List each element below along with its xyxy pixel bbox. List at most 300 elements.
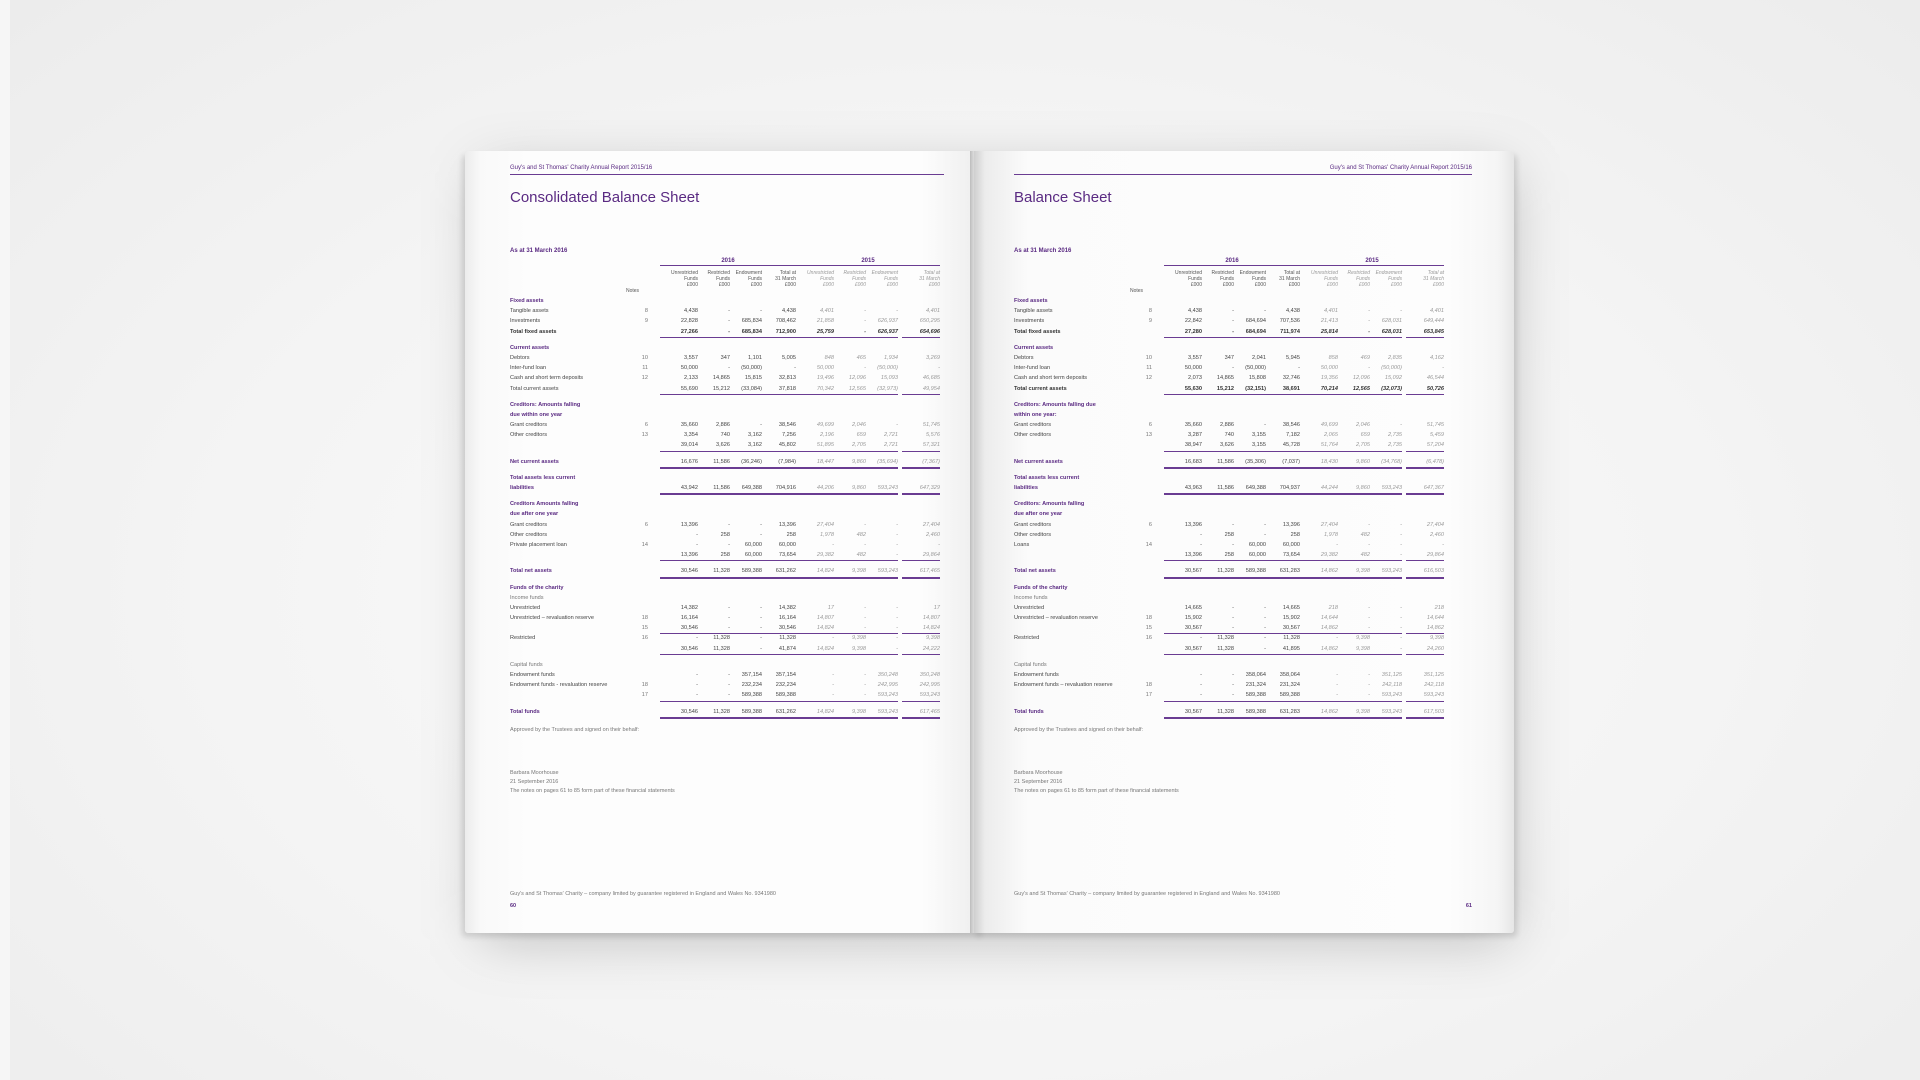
row-label: Cash and short term deposits xyxy=(510,375,584,382)
value-cell-2015: - xyxy=(1368,318,1370,325)
value-cell-2016: - xyxy=(1232,682,1234,689)
value-cell-2016: (7,037) xyxy=(1262,457,1300,469)
row-label: Income funds xyxy=(510,594,544,601)
scene-background xyxy=(10,0,1920,1080)
table-row xyxy=(510,680,944,690)
value-cell-2016: 631,262 xyxy=(758,707,796,719)
row-label: Unrestricted xyxy=(510,604,541,611)
value-cell-2015: 15,093 xyxy=(880,375,898,382)
value-cell-2016: 589,388 xyxy=(1228,690,1266,701)
note-ref: 15 xyxy=(641,625,648,632)
value-cell-2016: - xyxy=(1264,615,1266,622)
row-label: Funds of the charity xyxy=(510,584,564,591)
value-cell-2015: 2,735 xyxy=(1364,440,1402,451)
row-label: Current assets xyxy=(510,344,550,351)
value-cell-2016: (50,000) xyxy=(1245,365,1266,372)
value-cell-2015: 9,398 xyxy=(1430,635,1444,642)
value-cell-2015: - xyxy=(832,635,834,642)
table-row xyxy=(510,603,944,613)
row-label: Total fixed assets xyxy=(510,328,557,335)
column-header: Unrestricted Funds £000 xyxy=(671,270,698,288)
year-current: 2016 xyxy=(1164,258,1300,266)
value-cell-2016: 11,328 xyxy=(1217,635,1234,642)
value-cell-2016: 740 xyxy=(720,432,730,439)
table-row xyxy=(1014,520,1472,530)
value-cell-2016: 685,834 xyxy=(741,318,762,325)
value-cell-2016: 684,694 xyxy=(1228,327,1266,338)
row-label: Total assets less current xyxy=(510,474,576,481)
value-cell-2015: 9,860 xyxy=(1332,483,1370,495)
value-cell-2015: - xyxy=(896,541,898,548)
value-cell-2016: - xyxy=(760,521,762,528)
value-cell-2016: 14,665 xyxy=(1184,604,1202,611)
value-cell-2015: 19,356 xyxy=(1320,375,1338,382)
value-cell-2015: 19,496 xyxy=(816,375,834,382)
value-cell-2015: 12,096 xyxy=(848,375,866,382)
table-row xyxy=(1014,566,1472,576)
value-cell-2015: - xyxy=(1368,682,1370,689)
note-ref: 6 xyxy=(1148,422,1152,429)
value-cell-2016: 30,546 xyxy=(660,644,698,655)
value-cell-2015: 2,835 xyxy=(1388,354,1402,361)
value-cell-2015: 593,243 xyxy=(860,566,898,578)
note-ref: 17 xyxy=(1145,692,1152,699)
value-cell-2015: 617,465 xyxy=(902,707,940,719)
value-cell-2015: 14,807 xyxy=(922,615,940,622)
value-cell-2016: 631,283 xyxy=(1262,566,1300,578)
note-ref: 13 xyxy=(1145,432,1152,439)
value-cell-2015: 218 xyxy=(1328,604,1338,611)
table-row xyxy=(1014,509,1472,519)
value-cell-2016: - xyxy=(1264,521,1266,528)
value-cell-2016: 14,382 xyxy=(680,604,698,611)
row-label: liabilities xyxy=(1014,485,1038,491)
value-cell-2016: 589,388 xyxy=(724,690,762,701)
value-cell-2015: - xyxy=(828,690,866,701)
value-cell-2016: 3,162 xyxy=(748,432,762,439)
value-cell-2016: 16,164 xyxy=(778,615,796,622)
value-cell-2016: 649,388 xyxy=(724,483,762,495)
value-cell-2015: 46,544 xyxy=(1426,375,1444,382)
value-cell-2016: 14,865 xyxy=(712,375,730,382)
value-cell-2015: 350,248 xyxy=(877,672,898,678)
value-cell-2016: 30,546 xyxy=(660,623,698,634)
value-cell-2016: - xyxy=(1228,644,1266,655)
value-cell-2016: 15,212 xyxy=(692,384,730,395)
value-cell-2015: 12,565 xyxy=(1332,384,1370,395)
value-cell-2016: 7,182 xyxy=(1286,432,1300,439)
row-label: Unrestricted xyxy=(1014,604,1045,611)
column-header: Restricted Funds £000 xyxy=(1211,270,1234,288)
table-row xyxy=(510,520,944,530)
table-row xyxy=(1014,613,1472,623)
value-cell-2016: 258 xyxy=(786,531,796,538)
value-cell-2015: 2,721 xyxy=(884,432,898,439)
row-label: Inter-fund loan xyxy=(1014,365,1051,372)
note-ref: 6 xyxy=(644,422,648,429)
value-cell-2016: 258 xyxy=(720,531,730,538)
row-label: Capital funds xyxy=(510,661,543,668)
right-page-content xyxy=(1014,165,1472,933)
row-label: Private placement loan xyxy=(510,541,567,548)
value-cell-2016: 22,828 xyxy=(680,318,698,325)
value-cell-2016: - xyxy=(760,531,762,538)
value-cell-2015: 9,860 xyxy=(828,483,866,495)
value-cell-2015: - xyxy=(864,318,866,325)
running-header: Guy's and St Thomas' Charity Annual Report 2015/16 xyxy=(1014,165,1472,175)
value-cell-2015: - xyxy=(1368,541,1370,548)
value-cell-2015: - xyxy=(860,623,898,634)
value-cell-2015: 44,206 xyxy=(796,483,834,495)
row-label: Net current assets xyxy=(510,458,559,465)
row-label: Other creditors xyxy=(510,531,547,538)
row-label: Total net assets xyxy=(510,568,552,575)
value-cell-2016: 11,586 xyxy=(692,457,730,469)
value-cell-2015: (50,000) xyxy=(1381,365,1402,372)
table-row xyxy=(510,483,944,493)
value-cell-2016: 16,676 xyxy=(660,457,698,469)
value-cell-2016: 38,546 xyxy=(1282,422,1300,429)
table-row xyxy=(1014,550,1472,560)
value-cell-2016: - xyxy=(794,365,796,372)
value-cell-2016: 30,546 xyxy=(758,623,796,634)
row-label: Creditors Amounts falling xyxy=(510,501,579,508)
table-row xyxy=(1014,644,1472,654)
value-cell-2016: 258 xyxy=(1290,531,1300,538)
balance-sheet-table xyxy=(1014,258,1472,717)
value-cell-2015: 57,204 xyxy=(1406,440,1444,451)
note-ref: 14 xyxy=(1145,541,1152,548)
value-cell-2015: (34,768) xyxy=(1364,457,1402,469)
value-cell-2016: 43,942 xyxy=(660,483,698,495)
value-cell-2016: - xyxy=(760,635,762,642)
value-cell-2016: 27,266 xyxy=(660,327,698,338)
value-cell-2015: 482 xyxy=(856,531,866,538)
right-page xyxy=(974,151,1514,933)
value-cell-2015: 17 xyxy=(933,604,940,611)
value-cell-2016: 258 xyxy=(1224,531,1234,538)
value-cell-2015: - xyxy=(1400,521,1402,528)
value-cell-2016: - xyxy=(696,672,698,678)
value-cell-2015: 617,503 xyxy=(1406,707,1444,719)
value-cell-2016: - xyxy=(1264,635,1266,642)
value-cell-2016: 38,947 xyxy=(1164,440,1202,451)
value-cell-2015: - xyxy=(1400,604,1402,611)
value-cell-2015: 14,824 xyxy=(796,566,834,578)
value-cell-2015: - xyxy=(1336,635,1338,642)
value-cell-2016: - xyxy=(728,604,730,611)
value-cell-2015: 628,031 xyxy=(1364,327,1402,338)
value-cell-2016: 55,630 xyxy=(1164,384,1202,395)
signatory-name: Barbara Moorhouse xyxy=(510,769,559,776)
value-cell-2015: 242,118 xyxy=(1424,682,1444,689)
value-cell-2015: 5,576 xyxy=(926,432,940,439)
value-cell-2015: 2,721 xyxy=(860,440,898,451)
value-cell-2016: 37,818 xyxy=(758,384,796,395)
page-title: Balance Sheet xyxy=(1014,189,1112,206)
value-cell-2016: - xyxy=(1200,541,1202,548)
value-cell-2016: 589,388 xyxy=(724,566,762,578)
value-cell-2015: 1,978 xyxy=(820,531,834,538)
value-cell-2016: 704,916 xyxy=(758,483,796,495)
table-row xyxy=(510,363,944,373)
value-cell-2016: - xyxy=(760,615,762,622)
row-label: Net current assets xyxy=(1014,458,1063,465)
value-cell-2016: 15,212 xyxy=(1196,384,1234,395)
value-cell-2015: 24,260 xyxy=(1406,644,1444,655)
value-cell-2016: 15,902 xyxy=(1282,615,1300,622)
value-cell-2015: - xyxy=(1400,531,1402,538)
row-label: Grant creditors xyxy=(1014,422,1051,429)
page-number: 60 xyxy=(510,903,517,909)
table-row xyxy=(1014,670,1472,680)
row-label: Inter-fund loan xyxy=(510,365,547,372)
value-cell-2015: - xyxy=(864,604,866,611)
value-cell-2015: 50,000 xyxy=(1320,365,1338,372)
column-headers xyxy=(510,268,944,296)
value-cell-2016: 357,154 xyxy=(741,672,762,678)
table-row xyxy=(510,583,944,593)
table-row xyxy=(1014,400,1472,410)
value-cell-2016: (33,084) xyxy=(724,384,762,395)
value-cell-2015: 2,705 xyxy=(828,440,866,451)
value-cell-2015: - xyxy=(864,615,866,622)
value-cell-2016: 4,438 xyxy=(1188,308,1202,315)
table-row xyxy=(510,410,944,420)
value-cell-2016: - xyxy=(728,672,730,678)
value-cell-2015: 27,404 xyxy=(816,521,834,528)
value-cell-2016: 708,462 xyxy=(775,318,796,325)
value-cell-2015: 1,934 xyxy=(884,354,898,361)
row-label: Total funds xyxy=(510,708,540,715)
row-label: Endowment funds xyxy=(1014,672,1059,678)
value-cell-2015: 27,404 xyxy=(922,521,940,528)
value-cell-2015: - xyxy=(828,623,866,634)
value-cell-2015: 465 xyxy=(856,354,866,361)
value-cell-2015: 218 xyxy=(1434,604,1444,611)
value-cell-2016: 4,438 xyxy=(684,308,698,315)
value-cell-2015: 14,862 xyxy=(1300,707,1338,719)
value-cell-2016: - xyxy=(1200,672,1202,678)
value-cell-2015: - xyxy=(938,541,940,548)
table-row xyxy=(510,327,944,337)
row-label: Total fixed assets xyxy=(1014,328,1061,335)
value-cell-2016: 589,388 xyxy=(1228,707,1266,719)
value-cell-2016: 30,567 xyxy=(1164,623,1202,634)
value-cell-2015: 242,118 xyxy=(1382,682,1402,689)
value-cell-2016: 358,064 xyxy=(1279,672,1300,678)
table-row xyxy=(510,509,944,519)
value-cell-2016: (36,246) xyxy=(724,457,762,469)
table-row xyxy=(510,473,944,483)
year-headers xyxy=(1014,258,1472,268)
value-cell-2015: 593,243 xyxy=(1364,707,1402,719)
column-header: Restricted Funds £000 xyxy=(1347,270,1370,288)
year-headers xyxy=(510,258,944,268)
value-cell-2016: (35,306) xyxy=(1228,457,1266,469)
table-row xyxy=(1014,593,1472,603)
value-cell-2015: (32,073) xyxy=(1364,384,1402,395)
row-label: Debtors xyxy=(1014,354,1034,361)
value-cell-2016: - xyxy=(1200,635,1202,642)
value-cell-2016: 16,164 xyxy=(680,615,698,622)
value-cell-2016: 232,234 xyxy=(775,682,796,689)
row-label: Other creditors xyxy=(1014,432,1051,439)
value-cell-2015: - xyxy=(1336,672,1338,678)
table-row xyxy=(1014,660,1472,670)
value-cell-2016: 15,808 xyxy=(1248,375,1266,382)
value-cell-2015: 9,398 xyxy=(926,635,940,642)
value-cell-2016: - xyxy=(1232,615,1234,622)
value-cell-2015: 49,699 xyxy=(1320,422,1338,429)
row-label: Fixed assets xyxy=(510,298,544,304)
row-label: Grant creditors xyxy=(510,422,547,429)
row-label: Capital funds xyxy=(1014,661,1047,668)
note-ref: 16 xyxy=(641,635,648,642)
note-ref: 8 xyxy=(644,308,648,315)
value-cell-2016: - xyxy=(696,682,698,689)
column-header: Endowment Funds £000 xyxy=(1375,270,1402,288)
value-cell-2015: - xyxy=(864,672,866,678)
value-cell-2015: 482 xyxy=(1332,550,1370,561)
value-cell-2015: 51,895 xyxy=(796,440,834,451)
table-row xyxy=(1014,603,1472,613)
value-cell-2016: - xyxy=(1264,308,1266,315)
table-row xyxy=(1014,707,1472,717)
table-row xyxy=(1014,473,1472,483)
value-cell-2015: 2,046 xyxy=(1356,422,1370,429)
table-row xyxy=(1014,633,1472,643)
value-cell-2015: - xyxy=(1400,615,1402,622)
table-row xyxy=(1014,420,1472,430)
value-cell-2016: 35,660 xyxy=(1184,422,1202,429)
value-cell-2016: 30,546 xyxy=(660,566,698,578)
table-row xyxy=(510,613,944,623)
value-cell-2016: 45,728 xyxy=(1262,440,1300,451)
value-cell-2015: 9,398 xyxy=(828,644,866,655)
value-cell-2016: 3,626 xyxy=(1196,440,1234,451)
table-row xyxy=(1014,430,1472,440)
value-cell-2015: 9,398 xyxy=(1332,644,1370,655)
value-cell-2015: 659 xyxy=(1360,432,1370,439)
value-cell-2016: 357,154 xyxy=(775,672,796,678)
row-label: Tangible assets xyxy=(510,308,549,315)
value-cell-2015: 650,295 xyxy=(919,318,940,325)
value-cell-2015: - xyxy=(1368,365,1370,372)
table-row xyxy=(510,373,944,383)
value-cell-2015: - xyxy=(1336,682,1338,689)
value-cell-2015: - xyxy=(896,422,898,429)
value-cell-2016: 15,815 xyxy=(744,375,762,382)
value-cell-2016: 15,902 xyxy=(1184,615,1202,622)
approval-note: Approved by the Trustees and signed on their behalf: xyxy=(510,726,640,733)
value-cell-2016: - xyxy=(1232,541,1234,548)
value-cell-2015: - xyxy=(864,308,866,315)
value-cell-2016: 631,283 xyxy=(1262,707,1300,719)
table-row xyxy=(1014,327,1472,337)
row-label: Restricted xyxy=(510,635,536,642)
note-ref: 14 xyxy=(641,541,648,548)
table-row xyxy=(510,353,944,363)
value-cell-2016: 43,963 xyxy=(1164,483,1202,495)
value-cell-2016: 11,328 xyxy=(713,635,730,642)
value-cell-2016: 11,328 xyxy=(1196,644,1234,655)
value-cell-2015: 21,858 xyxy=(816,318,834,325)
value-cell-2015: 14,824 xyxy=(796,623,834,634)
value-cell-2015: - xyxy=(1332,327,1370,338)
value-cell-2015: - xyxy=(1332,690,1370,701)
column-header: Total at 31 March £000 xyxy=(1279,270,1300,288)
value-cell-2015: - xyxy=(896,308,898,315)
value-cell-2016: 589,388 xyxy=(1228,566,1266,578)
signature-date: 21 September 2016 xyxy=(510,778,559,785)
table-row xyxy=(1014,680,1472,690)
row-label: Unrestricted – revaluation reserve xyxy=(1014,615,1098,622)
table-row xyxy=(510,420,944,430)
value-cell-2015: - xyxy=(864,365,866,372)
value-cell-2015: - xyxy=(896,521,898,528)
value-cell-2015: 9,398 xyxy=(852,635,866,642)
value-cell-2015: 593,243 xyxy=(1406,690,1444,701)
value-cell-2015: 14,824 xyxy=(796,644,834,655)
table-row xyxy=(510,530,944,540)
value-cell-2016: 5,005 xyxy=(782,354,796,361)
value-cell-2015: 18,447 xyxy=(796,457,834,469)
row-label: Tangible assets xyxy=(1014,308,1053,315)
value-cell-2016: 45,802 xyxy=(758,440,796,451)
value-cell-2016: 2,041 xyxy=(1252,354,1266,361)
value-cell-2015: 25,814 xyxy=(1300,327,1338,338)
value-cell-2015: 18,430 xyxy=(1300,457,1338,469)
value-cell-2016: 258 xyxy=(692,550,730,561)
value-cell-2016: 60,000 xyxy=(1282,541,1300,548)
value-cell-2015: 628,031 xyxy=(1381,318,1402,325)
value-cell-2015: 593,243 xyxy=(860,707,898,719)
table-row xyxy=(510,540,944,550)
value-cell-2015: 482 xyxy=(828,550,866,561)
value-cell-2015: - xyxy=(896,531,898,538)
row-label: Other creditors xyxy=(510,432,547,439)
value-cell-2016: - xyxy=(692,690,730,701)
table-row xyxy=(1014,363,1472,373)
value-cell-2015: (7,367) xyxy=(902,457,940,469)
row-label: within one year: xyxy=(1014,411,1057,418)
notes-column-header: Notes xyxy=(626,288,640,294)
row-label: Total current assets xyxy=(510,385,559,392)
table-row xyxy=(510,670,944,680)
value-cell-2016: - xyxy=(728,615,730,622)
value-cell-2016: 1,101 xyxy=(748,354,762,361)
row-label: Creditors: Amounts falling due xyxy=(1014,401,1096,408)
note-ref: 11 xyxy=(642,365,648,372)
value-cell-2015: - xyxy=(832,541,834,548)
value-cell-2016: 232,234 xyxy=(741,682,762,689)
year-current: 2016 xyxy=(660,258,796,266)
year-prior: 2015 xyxy=(796,258,940,266)
table-row xyxy=(510,384,944,394)
value-cell-2015: 4,401 xyxy=(1430,308,1444,315)
row-label: Restricted xyxy=(1014,635,1040,642)
value-cell-2015: 50,726 xyxy=(1406,384,1444,395)
value-cell-2016: 14,865 xyxy=(1216,375,1234,382)
value-cell-2015: 626,937 xyxy=(877,318,898,325)
value-cell-2016: - xyxy=(1232,365,1234,372)
value-cell-2016: 30,567 xyxy=(1262,623,1300,634)
left-page-content xyxy=(510,165,944,933)
value-cell-2015: 654,696 xyxy=(902,327,940,338)
note-ref: 12 xyxy=(641,375,648,382)
value-cell-2015: 5,459 xyxy=(1430,432,1444,439)
